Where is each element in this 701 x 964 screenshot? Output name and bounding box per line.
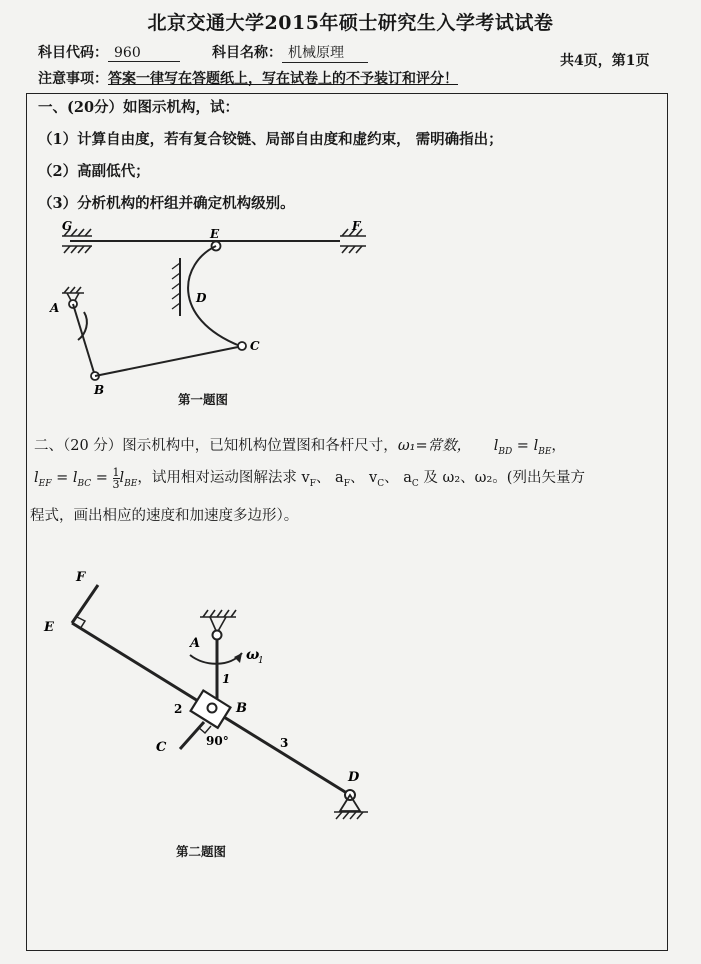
subject-code-label: 科目代码： [38, 45, 108, 61]
figure-1 [40, 218, 400, 418]
figure-2 [40, 555, 440, 835]
label-D2: D [348, 770, 360, 785]
q2-task: ，试用相对运动图解法求 v [137, 470, 310, 486]
q2-aF-sub: F [343, 478, 350, 489]
link-BC2 [180, 722, 204, 749]
q2-aC-sub: C [411, 478, 419, 489]
q2-sep-1: 、 a [315, 470, 344, 486]
crank-AB [73, 304, 95, 376]
label-C: C [250, 339, 260, 353]
q2-eq-1: = [512, 438, 534, 454]
label-E: E [210, 227, 220, 241]
subject-name-row [212, 42, 368, 63]
q2-fraction [113, 467, 120, 490]
q2-lbe2: l [119, 470, 125, 486]
joint-C [238, 342, 246, 350]
label-A: A [50, 301, 60, 315]
q2-and: 及 ω₂、ω₂。(列出矢量方 [418, 470, 585, 486]
q1-item-1: （1）计算自由度，若有复合铰链、局部自由度和虚约束， 需明确指出； [38, 131, 503, 148]
q2-lbe-sub: BE [538, 446, 552, 457]
omega-arrow-head [234, 653, 242, 663]
label-3: 3 [280, 736, 289, 750]
notice-row [38, 68, 458, 88]
q1-heading: 一、(20分）如图示机构，试： [38, 99, 240, 116]
label-F2: F [76, 570, 86, 585]
label-angle: 90° [206, 734, 229, 748]
wall-D-hatch [172, 263, 180, 309]
q2-lef: l [34, 470, 39, 486]
exam-title: 北京交通大学2015年硕士研究生入学考试试卷 [147, 12, 554, 34]
q2-frac-num: 1 [112, 465, 120, 479]
label-F: F [352, 219, 361, 233]
q2-lbd-sub: BD [498, 446, 513, 457]
q2-lbe: l [533, 438, 539, 454]
label-1: 1 [222, 672, 231, 686]
joint-B2 [208, 704, 217, 713]
label-E2: E [44, 620, 54, 635]
q2-eq-3: = [91, 470, 113, 486]
label-A2: A [190, 636, 201, 651]
link-EF [72, 585, 98, 623]
q2-omega1: ω₁=常数， [397, 438, 472, 454]
ground-A2-symbol [200, 610, 236, 633]
q2-sep-3: 、 a [384, 470, 412, 486]
figure-1-caption: 第一题图 [178, 392, 229, 407]
label-B2: B [236, 701, 247, 716]
q2-lef-sub: EF [38, 478, 52, 489]
q1-item-2: （2）高副低代； [38, 163, 150, 180]
subject-code-value: 960 [108, 45, 180, 62]
label-omega-sub: 1 [258, 656, 264, 666]
q2-sep-2: 、 v [349, 470, 378, 486]
page-info: 共4页，第1页 [560, 53, 650, 69]
q2-line-1 [34, 434, 674, 457]
q2-line-3: 程式，画出相应的速度和加速度多边形）。 [30, 508, 299, 524]
q2-frac-den: 3 [112, 477, 120, 491]
label-B: B [94, 383, 105, 397]
joint-A2 [213, 631, 222, 640]
q2-lbc: l [72, 470, 78, 486]
label-2: 2 [174, 702, 183, 716]
notice-text: 答案一律写在答题纸上，写在试卷上的不予装订和评分！ [108, 71, 458, 87]
notice-label: 注意事项： [38, 71, 108, 87]
label-G: G [62, 219, 73, 233]
q2-comma: ， [551, 438, 566, 454]
label-C2: C [156, 740, 167, 755]
label-D: D [196, 291, 207, 305]
q2-vC-sub: C [377, 478, 385, 489]
ground-D-symbol [334, 812, 368, 819]
q2-vF-sub: F [309, 478, 316, 489]
label-omega: ω [246, 647, 260, 663]
q2-eq-2: = [51, 470, 73, 486]
q2-intro: 二、（20 分）图示机构中，已知机构位置图和各杆尺寸， [34, 438, 398, 454]
q1-item-3: （3）分析机构的杆组并确定机构级别。 [38, 195, 295, 212]
q2-lbc-sub: BC [77, 478, 92, 489]
q2-lbd: l [493, 438, 499, 454]
figure-2-caption: 第二题图 [176, 844, 227, 859]
q2-line-2 [34, 466, 684, 490]
q2-lbe2-sub: BE [124, 478, 138, 489]
link-BC [95, 347, 238, 376]
subject-name-label: 科目名称： [212, 45, 282, 61]
subject-code-row [38, 42, 180, 62]
subject-name-value: 机械原理 [282, 42, 368, 63]
